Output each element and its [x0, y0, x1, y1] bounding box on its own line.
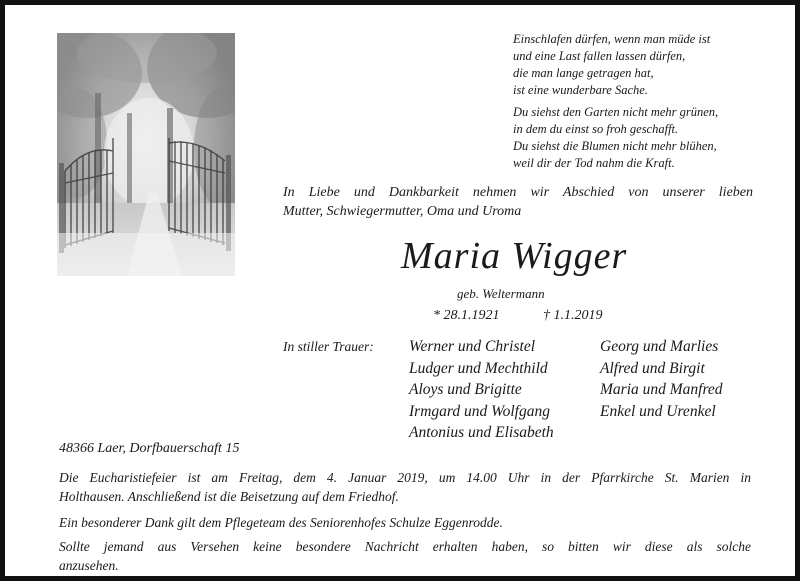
- mourner-entry: Georg und Marlies: [600, 338, 719, 355]
- poem-line: ist eine wunderbare Sache.: [513, 83, 648, 97]
- service-paragraph: [59, 468, 751, 506]
- birth-date: * 28.1.1921: [433, 308, 500, 323]
- farewell-intro: [283, 183, 753, 221]
- poem-line: in dem du einst so froh geschafft.: [513, 122, 679, 136]
- thanks-paragraph: [59, 513, 751, 532]
- mourners-column-2: [600, 336, 723, 422]
- thanks-line: Ein besonderer Dank gilt dem Pflegeteam des Seniorenhofes Schulze Eggenrodde.: [59, 515, 503, 530]
- garden-gate-photo: [57, 33, 235, 276]
- notice-line: Sollte jemand aus Versehen keine besondere Nachricht erhalten haben, so bitten wir diese als solche: [59, 539, 751, 554]
- mourner-entry: Maria und Manfred: [600, 381, 723, 399]
- poem-line: Einschlafen dürfen, wenn man müde ist: [513, 32, 711, 46]
- intro-line: In Liebe und Dankbarkeit nehmen wir Abschied von unserer lieben: [283, 185, 753, 200]
- poem-stanza-2: [513, 104, 783, 172]
- mourner-entry: Aloys und Brigitte: [409, 381, 522, 399]
- death-date: † 1.1.2019: [543, 308, 603, 323]
- poem-line: Du siehst den Garten nicht mehr grünen,: [513, 105, 719, 119]
- poem-line: Du siehst die Blumen nicht mehr blühen,: [513, 139, 717, 153]
- garden-gate-illustration: [57, 33, 235, 276]
- mourner-entry: Enkel und Urenkel: [600, 402, 716, 420]
- deceased-name: Maria Wigger: [401, 235, 628, 277]
- mourners-column-1: [409, 336, 554, 444]
- service-line: Holthausen. Anschließend ist die Beisetzung auf dem Friedhof.: [59, 489, 399, 504]
- mourner-entry: Werner und Christel: [409, 338, 536, 355]
- maiden-name: geb. Weltermann: [457, 286, 545, 301]
- poem-line: weil dir der Tod nahm die Kraft.: [513, 156, 675, 170]
- poem-stanza-1: [513, 31, 783, 99]
- mourner-entry: Alfred und Birgit: [600, 359, 705, 377]
- family-address: 48366 Laer, Dorfbauerschaft 15: [59, 441, 240, 456]
- poem-line: und eine Last fallen lassen dürfen,: [513, 49, 686, 63]
- intro-line: Mutter, Schwiegermutter, Oma und Uroma: [283, 204, 522, 219]
- notice-line: anzusehen.: [59, 558, 119, 573]
- poem-line: die man lange getragen hat,: [513, 66, 654, 80]
- service-line: Die Eucharistiefeier ist am Freitag, dem 4. Januar 2019, um 14.00 Uhr in der Pfarrkirche St. Marien in: [59, 470, 751, 485]
- mourner-entry: Antonius und Elisabeth: [409, 424, 554, 442]
- mourner-entry: Ludger und Mechthild: [409, 359, 548, 377]
- poem: [513, 31, 783, 172]
- mourner-entry: Irmgard und Wolfgang: [409, 402, 550, 420]
- notice-paragraph: [59, 537, 751, 575]
- mourners-label: In stiller Trauer:: [283, 339, 374, 354]
